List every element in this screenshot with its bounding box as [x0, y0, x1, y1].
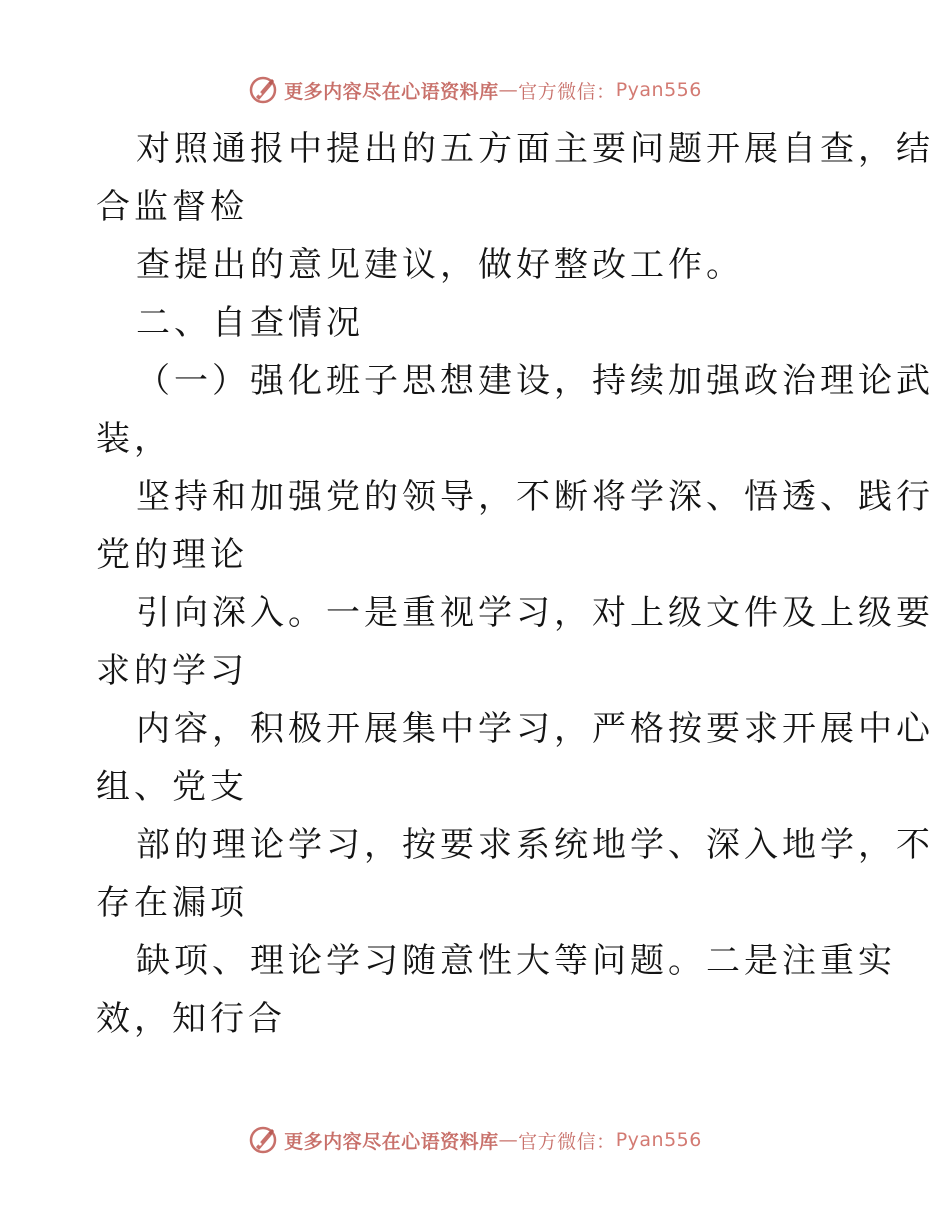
pen-logo-icon: [248, 1125, 278, 1155]
watermark-dash: —: [498, 79, 519, 101]
text-line: 党的理论: [96, 535, 248, 575]
document-body: [96, 120, 934, 1048]
watermark-main-text: 更多内容尽在心语资料库: [284, 80, 499, 103]
text-line: 对照通报中提出的五方面主要问题开展自查，结: [136, 129, 934, 169]
watermark-main-text: 更多内容尽在心语资料库: [284, 1130, 499, 1153]
text-line: 部的理论学习，按要求系统地学、深入地学，不: [136, 825, 934, 865]
watermark-sub-text: 官方微信：: [518, 1130, 616, 1153]
subsection-heading: （一）强化班子思想建设，持续加强政治理论武: [136, 361, 934, 401]
text-line: 查提出的意见建议，做好整改工作。: [136, 245, 744, 285]
watermark-id: Pyan556: [615, 1129, 702, 1151]
footer-watermark: [0, 1120, 950, 1160]
watermark-dash: —: [498, 1129, 519, 1151]
text-line: 引向深入。一是重视学习，对上级文件及上级要: [136, 593, 934, 633]
text-line: 效，知行合: [96, 999, 286, 1039]
text-line: 组、党支: [96, 767, 248, 807]
text-line: 坚持和加强党的领导，不断将学深、悟透、践行: [136, 477, 934, 517]
header-watermark: [0, 70, 950, 110]
text-line: 缺项、理论学习随意性大等问题。二是注重实: [136, 941, 896, 981]
text-line: 存在漏项: [96, 883, 248, 923]
watermark-sub-text: 官方微信：: [518, 80, 616, 103]
section-heading: 二、自查情况: [136, 303, 364, 343]
watermark-id: Pyan556: [615, 79, 702, 101]
text-line: 求的学习: [96, 651, 248, 691]
text-line: 内容，积极开展集中学习，严格按要求开展中心: [136, 709, 934, 749]
pen-logo-icon: [248, 75, 278, 105]
text-line: 合监督检: [96, 187, 248, 227]
text-line: 装，: [96, 419, 172, 459]
